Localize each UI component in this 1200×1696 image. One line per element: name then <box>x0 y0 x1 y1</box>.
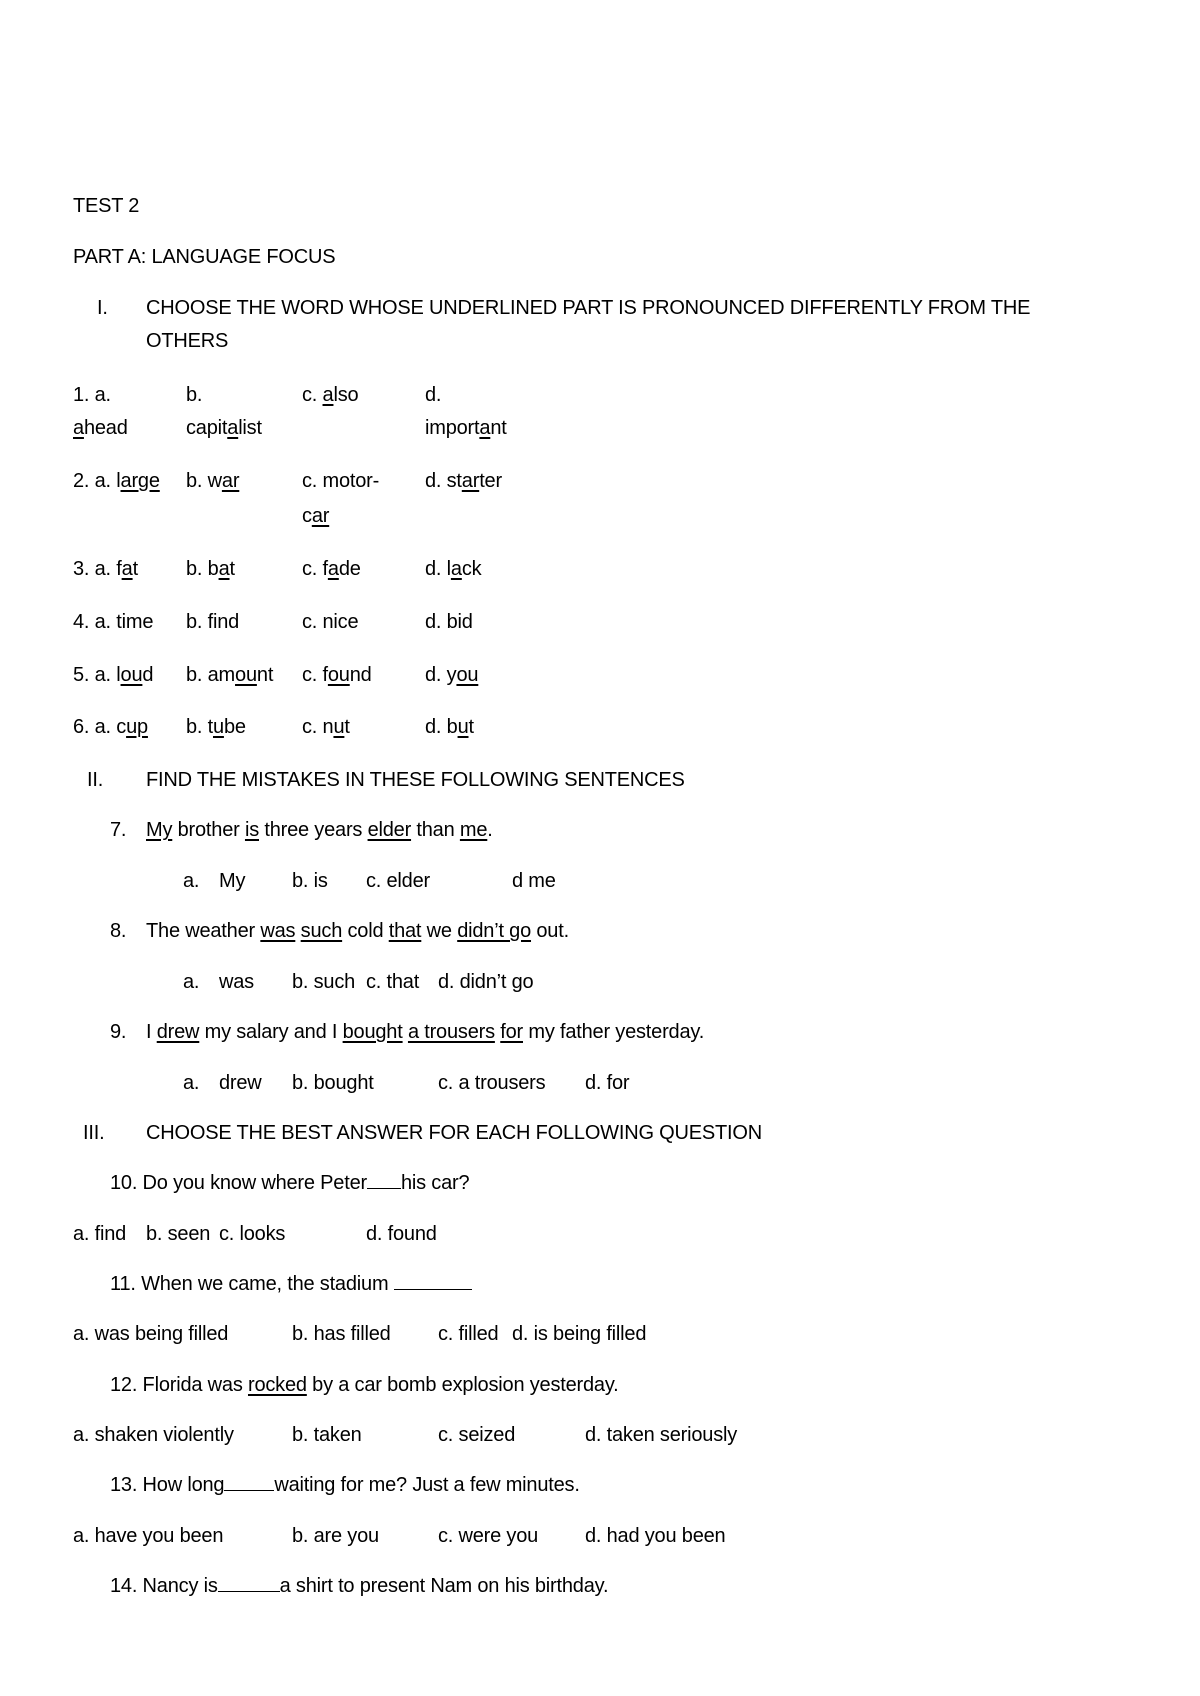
option-b-label: b. <box>186 384 203 406</box>
option-a-word: ahead <box>73 417 128 439</box>
option-a-label: a. <box>183 870 200 892</box>
option-a-label: 1. a. <box>73 384 111 406</box>
question-text: My brother is three years elder than me. <box>146 819 493 841</box>
option-d: d. didn’t go <box>438 971 534 993</box>
option-b: b. such <box>292 971 356 993</box>
option-b: b. tube <box>186 716 246 738</box>
option-b-word: capitalist <box>186 417 262 439</box>
option-a: 4. a. time <box>73 611 154 633</box>
option-b: b. bat <box>186 558 235 580</box>
option-a: 6. a. cup <box>73 716 148 738</box>
question-text: 10. Do you know where Peter his car? <box>110 1172 470 1194</box>
question-text: The weather was such cold that we didn’t go out. <box>146 920 569 942</box>
option-b: b. is <box>292 870 328 892</box>
option-c: c. nut <box>302 716 350 738</box>
option-b: b. find <box>186 611 240 633</box>
question-text: 13. How long waiting for me? Just a few minutes. <box>110 1474 580 1496</box>
option-d: d. starter <box>425 470 502 492</box>
option-c: c. were you <box>438 1525 539 1547</box>
option-d: d. taken seriously <box>585 1424 738 1446</box>
part-heading: PART A: LANGUAGE FOCUS <box>73 246 336 268</box>
option-c: c. found <box>302 664 372 686</box>
option-a: 5. a. loud <box>73 664 154 686</box>
option-b: b. has filled <box>292 1323 391 1345</box>
question-text: 14. Nancy is a shirt to present Nam on his birthday. <box>110 1575 609 1597</box>
option-d: d. had you been <box>585 1525 726 1547</box>
question-text: 12. Florida was rocked by a car bomb explosion yesterday. <box>110 1374 619 1396</box>
option-b: b. taken <box>292 1424 362 1446</box>
option-d: d. bid <box>425 611 473 633</box>
option-c: c. a trousers <box>438 1072 546 1094</box>
option-a-label: a. <box>183 971 200 993</box>
option-d: d. is being filled <box>512 1323 647 1345</box>
option-c: c. seized <box>438 1424 516 1446</box>
answer-blank <box>367 1170 401 1189</box>
option-d: d. lack <box>425 558 482 580</box>
question-number: 9. <box>110 1021 127 1043</box>
question-number: 7. <box>110 819 127 841</box>
section-number: I. <box>97 297 108 319</box>
option-d: d. you <box>425 664 479 686</box>
option-b: b. war <box>186 470 240 492</box>
option-c-line1: c. motor- <box>302 470 380 492</box>
question-text: I drew my salary and I bought a trousers for my father yesterday. <box>146 1021 705 1043</box>
section-heading: CHOOSE THE BEST ANSWER FOR EACH FOLLOWING QUESTION <box>146 1122 763 1144</box>
option-a-label: a. <box>183 1072 200 1094</box>
option-c: c. filled <box>438 1323 499 1345</box>
option-a: was <box>219 971 254 993</box>
option-c: c. nice <box>302 611 359 633</box>
option-a: a. have you been <box>73 1525 224 1547</box>
answer-blank <box>224 1472 274 1491</box>
option-a: 3. a. fat <box>73 558 138 580</box>
option-b: b. amount <box>186 664 274 686</box>
option-c: c. elder <box>366 870 430 892</box>
option-a: drew <box>219 1072 262 1094</box>
answer-blank <box>394 1271 472 1290</box>
option-c-line2: car <box>302 505 330 527</box>
option-b: b. seen <box>146 1223 211 1245</box>
section-heading: FIND THE MISTAKES IN THESE FOLLOWING SENTENCES <box>146 769 685 791</box>
option-b: b. bought <box>292 1072 374 1094</box>
section-heading: CHOOSE THE WORD WHOSE UNDERLINED PART IS PRONOUNCED DIFFERENTLY FROM THE <box>146 297 1031 319</box>
option-c: c. fade <box>302 558 361 580</box>
section-number: II. <box>87 769 104 791</box>
option-c: c. also <box>302 384 359 406</box>
question-number: 8. <box>110 920 127 942</box>
option-d: d. for <box>585 1072 630 1094</box>
option-c: c. that <box>366 971 420 993</box>
option-a: a. was being filled <box>73 1323 229 1345</box>
option-d-word: important <box>425 417 507 439</box>
option-a: a. shaken violently <box>73 1424 234 1446</box>
option-a: My <box>219 870 246 892</box>
question-text: 11. When we came, the stadium <box>110 1271 472 1297</box>
option-a: 2. a. large <box>73 470 160 492</box>
test-title: TEST 2 <box>73 195 140 217</box>
answer-blank <box>218 1573 280 1592</box>
option-d: d me <box>512 870 556 892</box>
option-c: c. looks <box>219 1223 286 1245</box>
option-d-label: d. <box>425 384 442 406</box>
option-d: d. but <box>425 716 474 738</box>
option-b: b. are you <box>292 1525 379 1547</box>
section-heading-continued: OTHERS <box>146 330 229 352</box>
section-number: III. <box>83 1122 105 1144</box>
option-d: d. found <box>366 1223 437 1245</box>
option-a: a. find <box>73 1223 127 1245</box>
